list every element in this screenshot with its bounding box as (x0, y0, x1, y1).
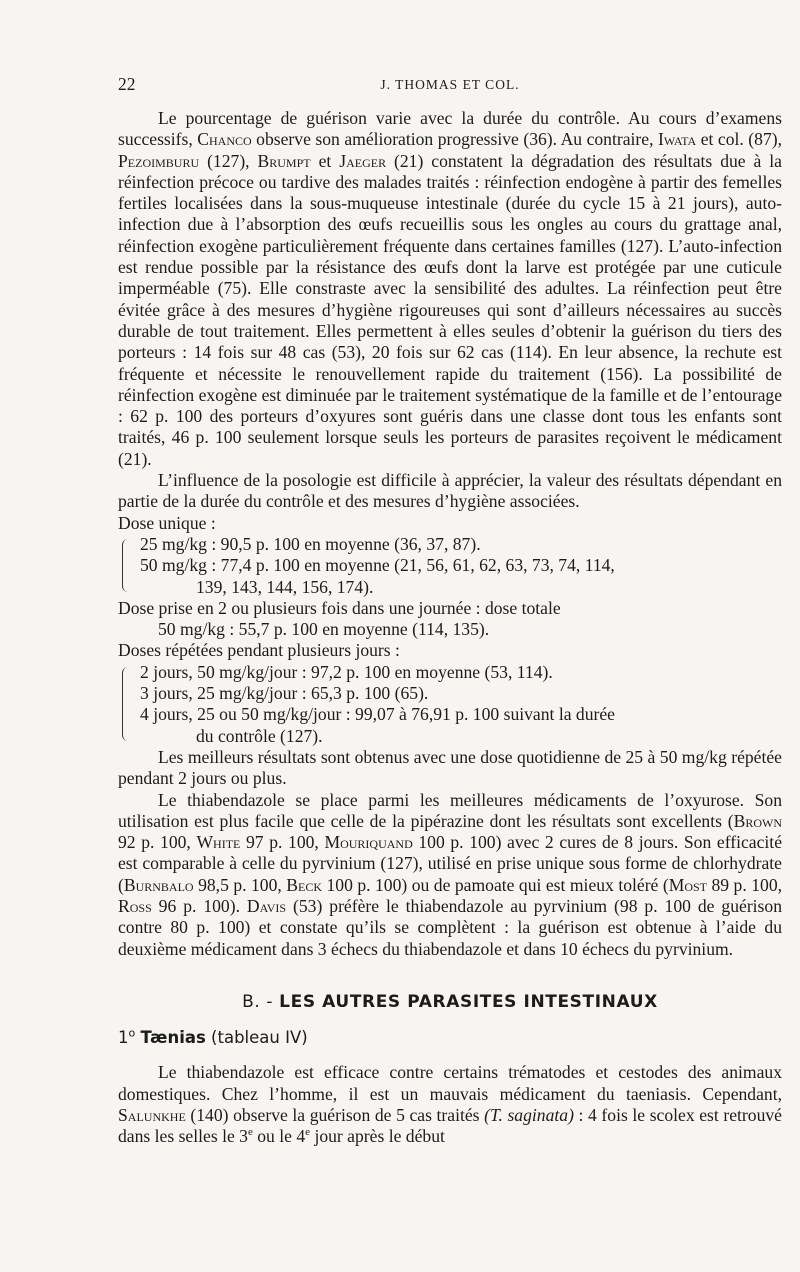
brace-mark (122, 539, 129, 592)
list-item: 3 jours, 25 mg/kg/jour : 65,3 p. 100 (65). (140, 683, 429, 704)
author-name: Mouriquand (324, 832, 413, 853)
body-text (118, 108, 782, 1148)
author-name: Burnbalo (123, 874, 194, 895)
paragraph-comparaison: Le thiabendazole se place parmi les meilleures médicaments de l’oxyurose. Son utilisation est plus facile que celle de la pipérazine dont les résultats sont excellents (Brown 92 p. 100, White 97 p. 100, Mouriquand 100 p. 100) avec 2 cures de 8 jours. Son efficacité est comparable à celle du pyrvinium (127), utilisé en prise unique sous forme de chlorhydrate (Burnbalo 98,5 p. 100, Beck 100 p. 100) ou de pamoate qui est mieux toléré (Most 89 p. 100, Ross 96 p. 100). Davis (53) préfère le thiabendazole au pyrvinium (98 p. 100 de guérison contre 80 p. 100) et constate qu’ils se complètent : la guérison est obtenue à l’aide du deuxième médicament dans 3 échecs du thiabendazole et dans 10 échecs du pyrvinium. (118, 789, 783, 959)
paragraph-posologie: L’influence de la posologie est difficile à apprécier, la valeur des résultats dépendant en partie de la durée du contrôle et des mesures d’hygiène associées. (118, 470, 782, 512)
brace-group (118, 534, 782, 598)
author-name: Pezoimburu (118, 150, 200, 171)
author-name: Chanco (197, 129, 252, 150)
list-item: 4 jours, 25 ou 50 mg/kg/jour : 99,07 à 76,91 p. 100 suivant la durée (140, 704, 615, 725)
list-item-continuation: 139, 143, 144, 156, 174). (196, 576, 374, 597)
section-heading: B. - LES AUTRES PARASITES INTESTINAUX (242, 991, 658, 1012)
author-name: White (196, 832, 241, 853)
list-item: 50 mg/kg : 77,4 p. 100 en moyenne (21, 56, 61, 62, 63, 73, 74, 114, (140, 555, 615, 576)
subsection-heading: 1$^o$ Tænias (tableau IV) (118, 1026, 308, 1048)
author-name: Brumpt (257, 150, 311, 171)
brace-mark (122, 667, 129, 741)
list-item: 25 mg/kg : 90,5 p. 100 en moyenne (36, 37, 87). (140, 533, 481, 554)
author-name: Davis (246, 895, 287, 916)
author-name: Beck (286, 874, 323, 895)
page-header (118, 74, 782, 98)
paragraph-taenias: Le thiabendazole est efficace contre certains trématodes et cestodes des animaux domestiques. Chez l’homme, il est un mauvais médicament du taeniasis. Cependant, Salunkhe (140) observe la guérison de 5 cas traités (T. saginata) : 4 fois le scolex est retrouvé dans les selles le 3e ou le 4e jour après le début (118, 1062, 782, 1147)
list-item: 2 jours, 50 mg/kg/jour : 97,2 p. 100 en moyenne (53, 114). (140, 661, 553, 682)
author-name: Salunkhe (118, 1105, 186, 1126)
page-number: 22 (118, 74, 136, 94)
author-name: Ross (118, 895, 152, 916)
author-name: Brown (733, 810, 782, 831)
author-name: Most (668, 874, 708, 895)
list-doses-repetees (118, 640, 782, 746)
list-dose-unique (118, 513, 782, 598)
paragraph-reinfection: Le pourcentage de guérison varie avec la durée du contrôle. Au cours d’examens successifs, Chanco observe son amélioration progressive (36). Au contraire, Iwata et col. (87), Pezoimburu (127), Brumpt et Jaeger (21) constatent la dégradation des résultats due à la réinfection précoce ou tardive des malades traités : réinfection endogène à partir des femelles fertiles localisées dans la sous-muqueuse intestinale (durée du cycle 15 à 21 jours), auto-infection due à l’absorption des œufs recueillis sous les ongles au cours du grattage anal, réinfection exogène particulièrement fréquente dans certaines familles (127). L’auto-infection est rendue possible par la résistance des œufs dont la larve est protégée par une cuticule imperméable (75). Elle constraste avec la sensibilité des adultes. La réinfection peut être évitée grâce à des mesures d’hygiène rigoureuses qui sont d’ailleurs nécessaires au succès durable de tout traitement. Elles permettent à elles seules d’obtenir la guérison du tiers des porteurs : 14 fois sur 48 cas (53), 20 fois sur 62 cas (114). En leur absence, la rechute est fréquente et nécessite le renouvellement rapide du traitement (156). La possibilité de réinfection exogène est diminuée par le traitement systématique de la famille et de l’entourage : 62 p. 100 des porteurs d’oxyures sont guéris dans une classe dont tous les enfants sont traités, 46 p. 100 seulement lorsque seuls les porteurs de parasites reçoivent le médicament (21). (118, 108, 783, 469)
paragraph-meilleurs-resultats: Les meilleurs résultats sont obtenus avec une dose quotidienne de 25 à 50 mg/kg répétée pendant 2 jours ou plus. (118, 746, 782, 789)
author-name: Jaeger (339, 150, 387, 171)
list-dose-prise (118, 598, 782, 641)
list-heading: Dose unique : (118, 512, 216, 533)
list-heading: Dose prise en 2 ou plusieurs fois dans une journée : dose totale (118, 597, 561, 618)
list-item: 50 mg/kg : 55,7 p. 100 en moyenne (114, 135). (158, 619, 490, 640)
list-heading: Doses répétées pendant plusieurs jours : (118, 640, 400, 661)
brace-group (118, 662, 782, 747)
author-name: Iwata (657, 129, 697, 150)
list-item-continuation: du contrôle (127). (196, 725, 323, 746)
running-head: J. THOMAS ET COL. (380, 77, 520, 92)
